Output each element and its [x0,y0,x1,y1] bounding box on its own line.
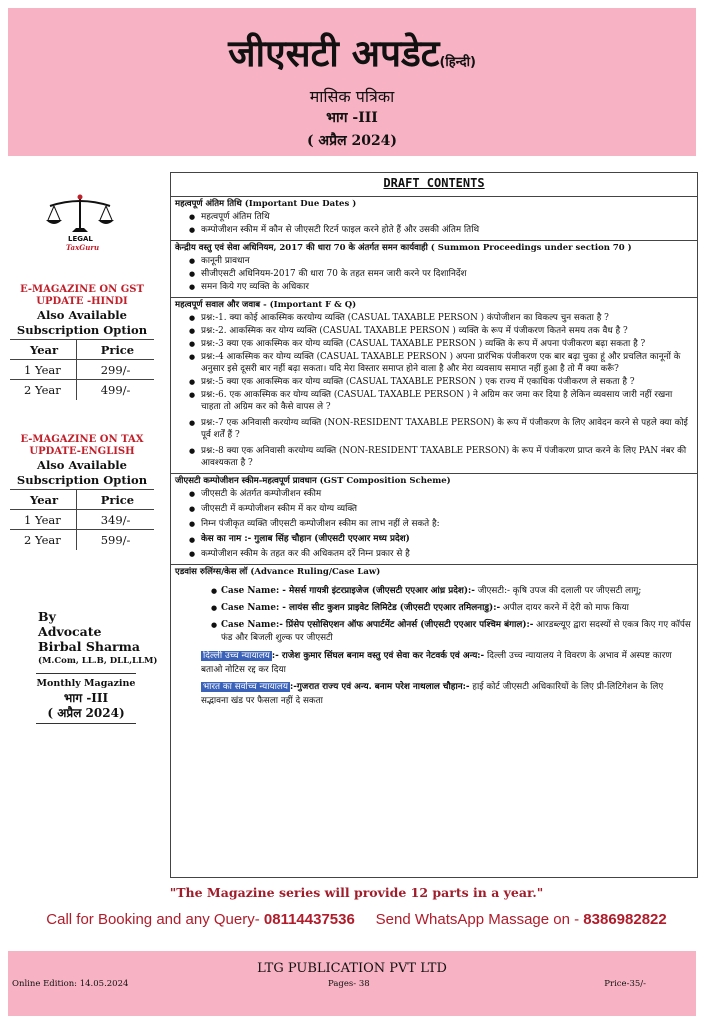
section-due-dates [171,197,697,241]
list-item: ● प्रश्न:-7 एक अनिवासी करयोग्य व्यक्ति (NON-RESIDENT TAXABLE PERSON) के रूप में पंजीकरण के लिए आवेदन करने से पहले क्या कोई पूर्व शर्तें हैं ? [175,417,693,441]
list-item: ● प्रश्न:-1. क्या कोई आकस्मिक करयोग्य व्यक्ति (CASUAL TAXABLE PERSON ) कंपोजीशन का विकल्प चुन सकता है ? [175,312,693,324]
scales-icon [40,192,120,252]
list-item: ● सीजीएसटी अधिनियम-2017 की धारा 70 के तहत समन जारी करने पर दिशानिर्देश [175,268,693,281]
list-item: ● कानूनी प्रावधान [175,255,693,268]
col-year: Year [10,490,76,510]
monthly-part: भाग -III [63,691,109,705]
subtitle: मासिक पत्रिका [309,87,395,106]
title-suffix: (हिन्दी) [439,55,476,70]
publisher-name: LTG PUBLICATION PVT LTD [257,961,447,976]
hindi-box-heading: E-MAGAZINE ON GST UPDATE -HINDI [20,284,144,307]
author-title: Advocate [38,624,102,639]
section-composition [171,474,697,565]
phone-number[interactable]: 08114437536 [259,911,355,928]
english-also-available: Also Available [37,458,127,472]
col-price: Price [76,340,154,360]
court-item: भारत का सर्वोच्च न्यायालय :-गुजरात राज्य एवं अन्य. बनाम परेश नाथलाल चौहान:- हाई कोर्ट जीएसटी अधिकारियों के लिए प्री-लिटिगेशन के लिए सद्भावना खंड पर फैसला नहीं दे सकता [201,682,664,706]
table-row: 1 Year 349/- [10,510,154,530]
table-row: 2 Year 599/- [10,530,154,550]
english-subscription-box [10,434,154,550]
issue-month: ( अप्रैल 2024) [306,133,398,149]
list-item: ● प्रश्न:-2. आकस्मिक कर योग्य व्यक्ति (CASUAL TAXABLE PERSON ) व्यक्ति के रूप में पंजीकरण कितने समय तक वैध है ? [175,325,693,337]
header-banner [8,8,696,156]
legal-taxguru-logo [40,192,120,252]
magazine-title [8,32,696,85]
section-faq [171,298,697,474]
list-item: ● प्रश्न:-4 आकस्मिक कर योग्य व्यक्ति (CASUAL TAXABLE PERSON ) अपना प्रारंभिक पंजीकरण एक बार बढ़ा चुका हूं और प्रचलित कानूनों के अनुसार इसे दूसरी बार नहीं बढ़ा सकता। यदि मेरा विस्तार समाप्त होने वाला है और मेरा व्यवसाय समाप्त नहीं हुआ है तो मैं क्या करूँ? [175,351,693,375]
hindi-subscription-option: Subscription Option [16,323,148,337]
list-item: ● महत्वपूर्ण अंतिम तिथि [175,211,693,224]
list-item: ● कम्पोजीशन स्कीम के तहत कर की अधिकतम दरें निम्न प्रकार से है [175,548,693,561]
case-item: ● Case Name: - लायंस सीट कुशन प्राइवेट लिमिटेड (जीएसटी एएआर तमिलनाडु):- अपील दायर करने में देरी को माफ किया [175,602,693,615]
hindi-price-table [10,339,154,400]
table-row: 2 Year 499/- [10,380,154,400]
col-price: Price [76,490,154,510]
section-title: महत्वपूर्ण सवाल और जवाब - (Important F & Q) [175,300,357,310]
contents-panel [170,172,698,878]
hindi-subscription-box [10,284,154,400]
section-title: एडवांस रुलिंग्स/केस लॉ (Advance Ruling/Case Law) [175,567,381,577]
svg-text:TaxGuru: TaxGuru [66,243,100,252]
case-item: ● Case Name:- प्रिंसेप एसोसिएशन ऑफ अपार्टमेंट ओनर्स (जीएसटी एएआर पश्चिम बंगाल):- आरडब्ल्यूए द्वारा सदस्यों से एकत्र किए गए कॉर्पस फंड और बिजली शुल्क पर जीएसटी [175,619,693,645]
title-text: जीएसटी अपडेट [228,32,440,75]
contact-line: Call for Booking and any Query- 08114437536 Send WhatsApp Massage on - 8386982822 [46,911,667,928]
whatsapp-number[interactable]: 8386982822 [579,911,667,928]
col-year: Year [10,340,76,360]
author-by: By [38,609,56,624]
section-title: महत्वपूर्ण अंतिम तिथि (Important Due Dates ) [175,199,357,209]
series-note: "The Magazine series will provide 12 parts in a year." [169,885,544,900]
section-title: केन्द्रीय वस्तु एवं सेवा अधिनियम, 2017 की धारा 70 के अंतर्गत समन कार्यवाही ( Summon Proceedings under section 70 ) [175,243,632,253]
section-case-law [171,565,697,714]
list-item: ● प्रश्न:-8 क्या एक अनिवासी करयोग्य व्यक्ति (NON-RESIDENT TAXABLE PERSON) के रूप में पंजीकरण प्राप्त करने के लिए PAN नंबर की आवश्यकता है ? [175,445,693,469]
monthly-label: Monthly Magazine [36,678,136,689]
case-item: ● Case Name: - मेसर्स गायत्री इंटरप्राइजेज (जीएसटी एएआर आंध्र प्रदेश):- जीएसटी:- कृषि उपज की दलाली पर जीएसटी लागू; [175,585,693,598]
english-subscription-option: Subscription Option [16,473,148,487]
footer-banner [8,951,696,1016]
section-title: जीएसटी कम्पोजीशन स्कीम-महत्वपूर्ण प्रावधान (GST Composition Scheme) [175,476,451,486]
svg-text:LEGAL: LEGAL [68,235,93,243]
author-block [38,609,157,669]
list-item: ● प्रश्न:-5 क्या एक आकस्मिक कर योग्य व्यक्ति (CASUAL TAXABLE PERSON ) एक राज्य में एकाधिक पंजीकरण ले सकता है ? [175,376,693,388]
court-item: दिल्ली उच्च न्यायालय :- राजेश कुमार सिंघल बनाम वस्तु एवं सेवा कर नेटवर्क एवं अन्य:- दिल्ली उच्च न्यायालय ने विवरण के अभाव में अस्पष्ट कारण बताओ नोटिस रद्द कर दिया [201,651,672,675]
list-item: ● जीएसटी में कम्पोजीशन स्कीम में कर योग्य व्यक्ति [175,503,693,516]
english-price-table [10,489,154,550]
part-number: भाग -III [326,110,378,126]
page-count: Pages- 38 [328,979,370,989]
monthly-block [36,673,136,726]
section-summon [171,241,697,298]
author-name: Birbal Sharma [38,639,140,654]
list-item: ● निम्न पंजीकृत व्यक्ति जीएसटी कम्पोजीशन स्कीम का लाभ नहीं ले सकते है: [175,518,693,531]
english-box-heading: E-MAGAZINE ON TAX UPDATE-ENGLISH [20,434,144,457]
list-item: ● समन किये गए व्यक्ति के अधिकार [175,281,693,294]
list-item: ● केस का नाम :- गुलाब सिंह चौहान (जीएसटी एएआर मध्य प्रदेश) [175,533,693,546]
list-item: ● जीएसटी के अंतर्गत कम्पोजीशन स्कीम [175,488,693,501]
list-item: ● प्रश्न:-3 क्या एक आकस्मिक कर योग्य व्यक्ति (CASUAL TAXABLE PERSON ) व्यक्ति के रूप में अपना पंजीकरण बढ़ा सकता है ? [175,338,693,350]
contents-heading: DRAFT CONTENTS [171,173,697,197]
monthly-month: ( अप्रैल 2024) [47,706,125,720]
price: Price-35/- [604,979,646,989]
list-item: ● कम्पोजीशन स्कीम में कौन से जीएसटी रिटर्न फाइल करने होते हैं और उसकी अंतिम तिथि [175,224,693,237]
author-qualifications: (M.Com, LL.B, DLL,LLM) [38,656,158,666]
hindi-also-available: Also Available [37,308,127,322]
table-row: 1 Year 299/- [10,360,154,380]
list-item: ● प्रश्न:-6. एक आकस्मिक कर योग्य व्यक्ति (CASUAL TAXABLE PERSON ) ने अग्रिम कर जमा कर दिया है लेकिन व्यवसाय जारी नहीं रखना चाहता तो अग्रिम कर को कैसे वापस ले ? [175,389,693,413]
edition-date: Online Edition: 14.05.2024 [12,979,129,989]
